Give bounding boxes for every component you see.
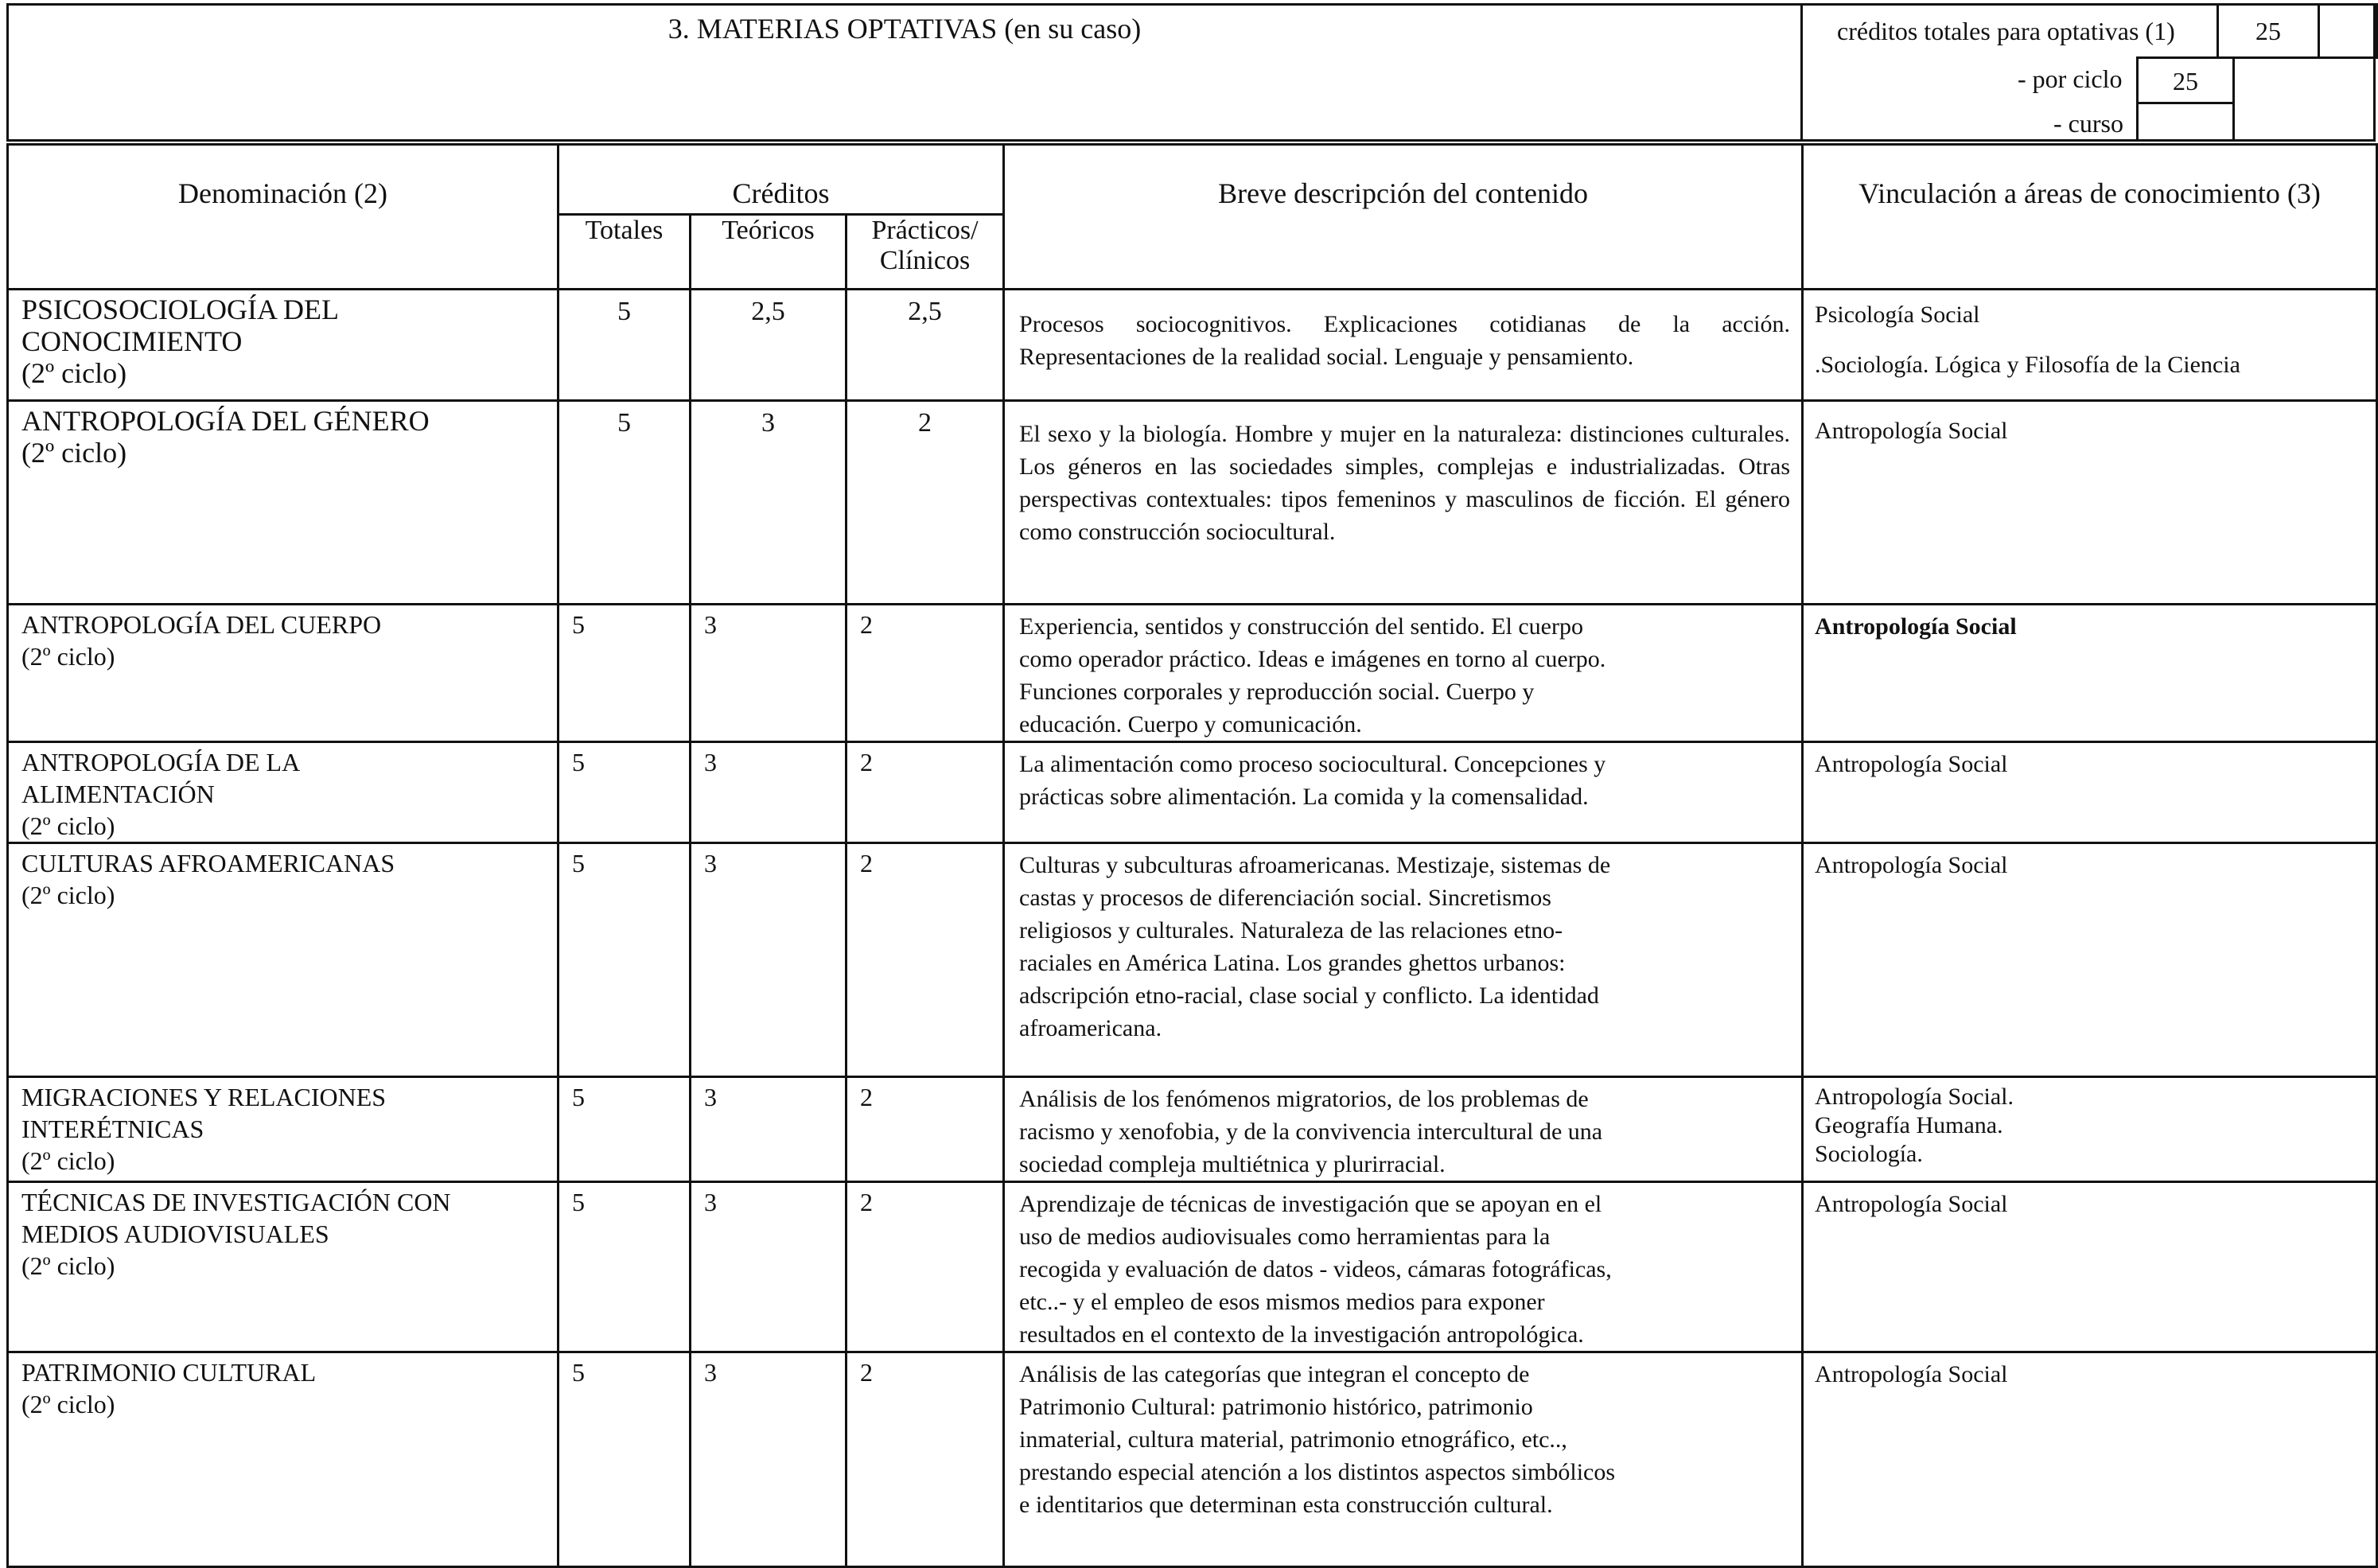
curso-value xyxy=(2136,102,2235,142)
curso-label: - curso xyxy=(2053,109,2123,138)
creditos-practicos: 2 xyxy=(847,401,1004,605)
optativas-table xyxy=(6,143,2378,1568)
table-row xyxy=(8,290,2377,401)
creditos-totales: 5 xyxy=(558,290,691,401)
creditos-totales: 5 xyxy=(558,1077,691,1182)
header-denominacion: Denominación (2) xyxy=(8,145,558,290)
header-vinculacion: Vinculación a áreas de conocimiento (3) xyxy=(1803,145,2377,290)
creditos-practicos: 2 xyxy=(847,605,1004,742)
creditos-totales: 5 xyxy=(558,742,691,843)
creditos-totales: 5 xyxy=(558,1352,691,1567)
creditos-teoricos: 3 xyxy=(691,1182,847,1352)
creditos-teoricos: 3 xyxy=(691,605,847,742)
creditos-teoricos: 3 xyxy=(691,1352,847,1567)
header-totales: Totales xyxy=(558,215,691,290)
descripcion: Procesos sociocognitivos. Explicaciones cotidianas de la acción. Representaciones de la realidad social. Lenguaje y pensamiento. xyxy=(1004,290,1803,401)
header-creditos: Créditos xyxy=(558,145,1004,215)
por-ciclo-value: 25 xyxy=(2136,56,2235,104)
area-conocimiento: Antropología Social xyxy=(1803,401,2377,605)
creditos-practicos: 2 xyxy=(847,1182,1004,1352)
header-practicos-line2: Clínicos xyxy=(879,246,971,275)
descripcion: La alimentación como proceso sociocultural. Concepciones y prácticas sobre alimentación. La comida y la comensalidad. xyxy=(1004,742,1803,843)
materia-name: PSICOSOCIOLOGÍA DEL CONOCIMIENTO (2º ciclo) xyxy=(8,290,558,401)
descripcion: El sexo y la biología. Hombre y mujer en la naturaleza: distinciones culturales. Los géneros en las sociedades simples, complejas e industrializadas. Otras perspectivas contextuales: tipos femeninos y masculinos de ficción. El género como construcción sociocultural. xyxy=(1004,401,1803,605)
table-row xyxy=(8,1182,2377,1352)
por-ciclo-label: - por ciclo xyxy=(2018,64,2123,93)
table-row xyxy=(8,1352,2377,1567)
creditos-totales-value: 25 xyxy=(2216,3,2320,59)
table-row xyxy=(8,1077,2377,1182)
descripcion: Análisis de las categorías que integran el concepto de Patrimonio Cultural: patrimonio histórico, patrimonio inmaterial, cultura material, patrimonio etnográfico, etc.., prestando especial atención a los distintos aspectos simbólicos e identitarios que determinan esta construcción cultural. xyxy=(1004,1352,1803,1567)
table-row xyxy=(8,742,2377,843)
creditos-totales: 5 xyxy=(558,401,691,605)
descripcion: Experiencia, sentidos y construcción del sentido. El cuerpo como operador práctico. Ideas e imágenes en torno al cuerpo. Funciones corporales y reproducción social. Cuerpo y educación. Cuerpo y comunicación. xyxy=(1004,605,1803,742)
header-descripcion: Breve descripción del contenido xyxy=(1004,145,1803,290)
creditos-practicos: 2 xyxy=(847,843,1004,1077)
area-conocimiento: Antropología Social xyxy=(1803,1352,2377,1567)
creditos-teoricos: 3 xyxy=(691,401,847,605)
descripcion: Culturas y subculturas afroamericanas. Mestizaje, sistemas de castas y procesos de diferenciación social. Sincretismos religiosos y culturales. Naturaleza de las relaciones etno- raciales en América Latina. Los grandes ghettos urbanos: adscripción etno-racial, clase social y conflicto. La identidad afroamericana. xyxy=(1004,843,1803,1077)
table-row xyxy=(8,843,2377,1077)
descripcion: Análisis de los fenómenos migratorios, de los problemas de racismo y xenofobia, y de la convivencia intercultural de una sociedad compleja multiétnica y plurirracial. xyxy=(1004,1077,1803,1182)
header-practicos xyxy=(847,215,1004,290)
creditos-teoricos: 3 xyxy=(691,843,847,1077)
creditos-practicos: 2 xyxy=(847,1077,1004,1182)
table-row xyxy=(8,605,2377,742)
table-row xyxy=(8,401,2377,605)
descripcion: Aprendizaje de técnicas de investigación que se apoyan en el uso de medios audiovisuales como herramientas para la recogida y evaluación de datos - videos, cámaras fotográficas, etc..- y el empleo de esos mismos medios para exponer resultados en el contexto de la investigación antropológica. xyxy=(1004,1182,1803,1352)
materia-name: PATRIMONIO CULTURAL (2º ciclo) xyxy=(8,1352,558,1567)
creditos-totales: 5 xyxy=(558,1182,691,1352)
creditos-totales-label: créditos totales para optativas (1) xyxy=(1837,17,2175,45)
area-conocimiento: Antropología Social xyxy=(1803,843,2377,1077)
materia-name: ANTROPOLOGÍA DE LA ALIMENTACIÓN (2º ciclo) xyxy=(8,742,558,843)
area-conocimiento: Antropología Social xyxy=(1803,1182,2377,1352)
materia-name: ANTROPOLOGÍA DEL CUERPO (2º ciclo) xyxy=(8,605,558,742)
creditos-practicos: 2 xyxy=(847,742,1004,843)
creditos-practicos: 2,5 xyxy=(847,290,1004,401)
creditos-totales: 5 xyxy=(558,843,691,1077)
area-conocimiento: Antropología Social xyxy=(1803,605,2377,742)
materia-name: ANTROPOLOGÍA DEL GÉNERO (2º ciclo) xyxy=(8,401,558,605)
creditos-teoricos: 3 xyxy=(691,742,847,843)
section-title: 3. MATERIAS OPTATIVAS (en su caso) xyxy=(667,13,1142,45)
header-divider xyxy=(1800,6,1803,139)
creditos-teoricos: 3 xyxy=(691,1077,847,1182)
creditos-totales: 5 xyxy=(558,605,691,742)
area-conocimiento: Antropología Social xyxy=(1803,742,2377,843)
creditos-totales-box-right xyxy=(2318,3,2378,59)
area-conocimiento: Antropología Social. Geografía Humana. Sociología. xyxy=(1803,1077,2377,1182)
header-practicos-line1: Prácticos/ xyxy=(871,216,979,245)
creditos-practicos: 2 xyxy=(847,1352,1004,1567)
materia-name: MIGRACIONES Y RELACIONES INTERÉTNICAS (2º ciclo) xyxy=(8,1077,558,1182)
area-conocimiento: Psicología Social .Sociología. Lógica y Filosofía de la Ciencia xyxy=(1803,290,2377,401)
header-teoricos: Teóricos xyxy=(691,215,847,290)
materia-name: TÉCNICAS DE INVESTIGACIÓN CON MEDIOS AUDIOVISUALES (2º ciclo) xyxy=(8,1182,558,1352)
materia-name: CULTURAS AFROAMERICANAS (2º ciclo) xyxy=(8,843,558,1077)
section-header-box xyxy=(6,3,2376,142)
creditos-teoricos: 2,5 xyxy=(691,290,847,401)
